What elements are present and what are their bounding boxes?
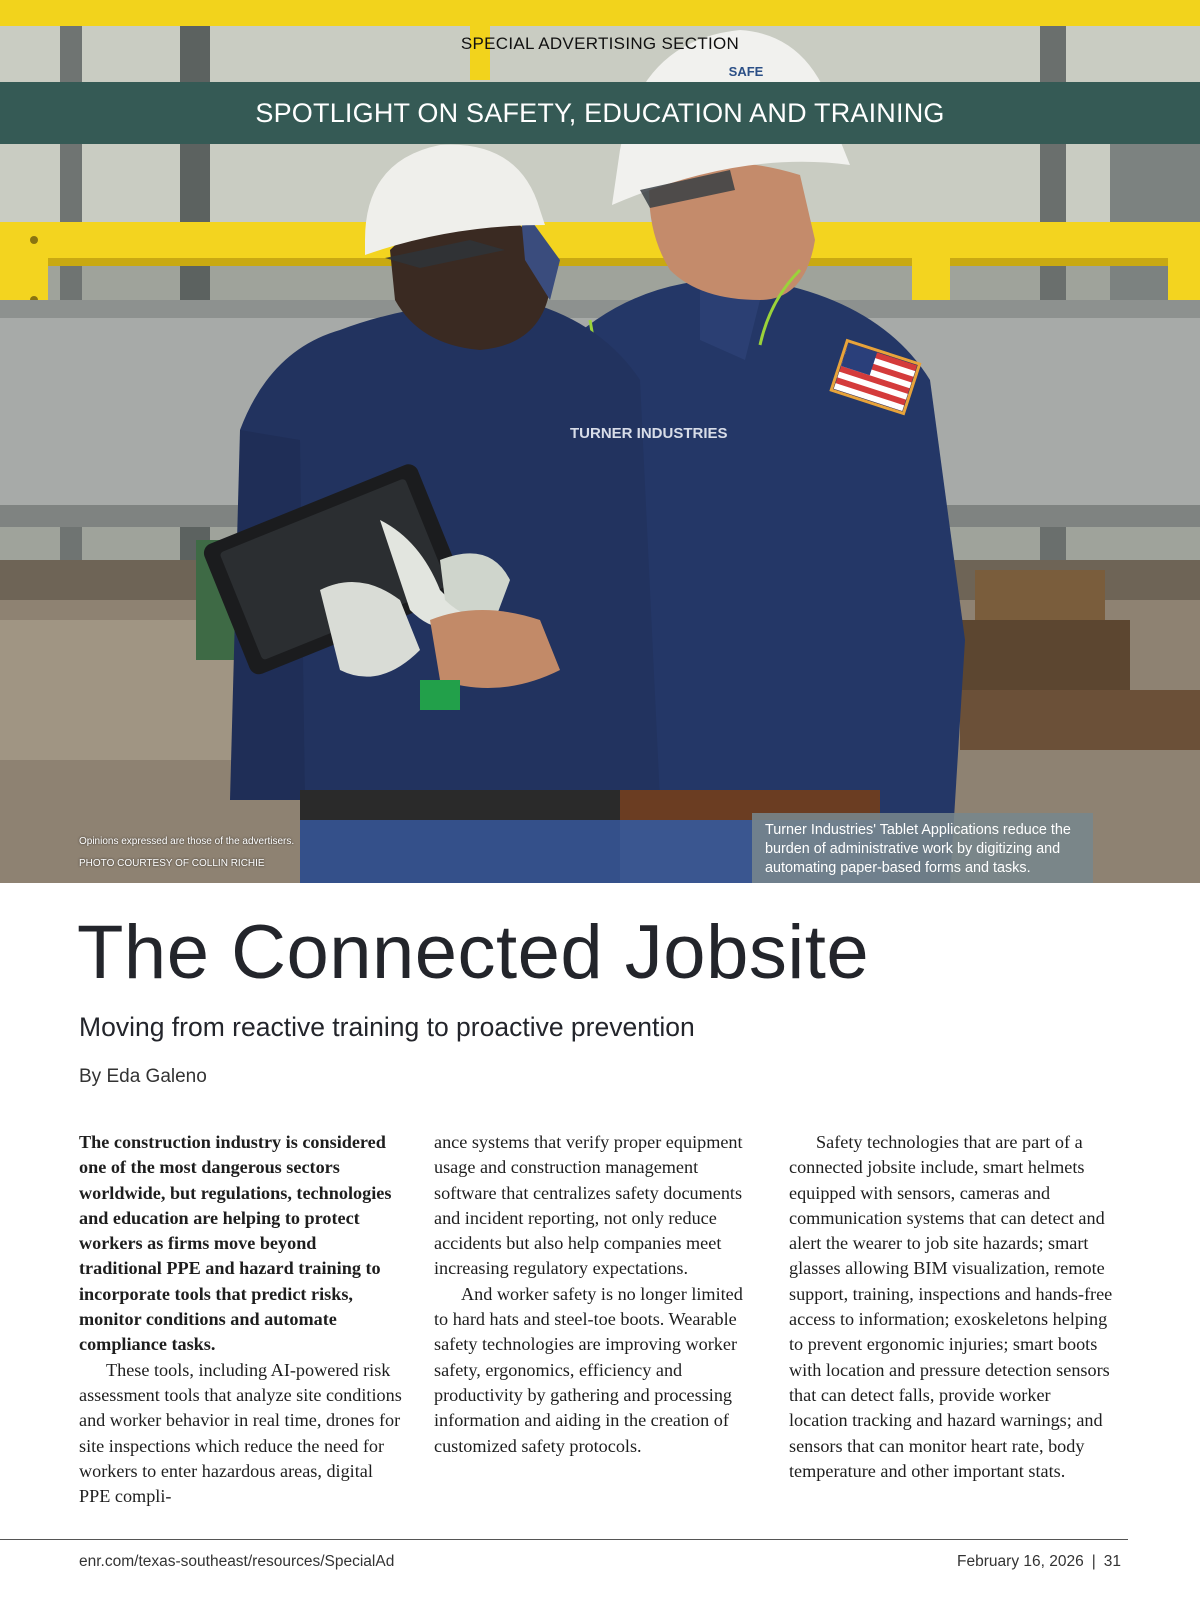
footer-rule: [0, 1539, 1128, 1540]
section-label: SPECIAL ADVERTISING SECTION: [460, 34, 740, 53]
banner-text: SPOTLIGHT ON SAFETY, EDUCATION AND TRAINING: [255, 97, 945, 128]
footer-separator: |: [1091, 1553, 1096, 1570]
shirt-logo: TURNER INDUSTRIES: [570, 425, 728, 442]
body-paragraph: These tools, including AI-powered risk assessment tools that analyze site conditions and worker behavior in real time, drones for site inspections which reduce the need for workers to enter hazardous areas, digital PPE compli-: [79, 1359, 402, 1507]
helmet-label: SAFE: [728, 64, 764, 79]
photo-caption: Turner Industries' Tablet Applications reduce the burden of administrative work by digitizing and automating paper-based forms and tasks.: [752, 813, 1093, 883]
page-number: 31: [1103, 1553, 1121, 1570]
article-byline: By Eda Galeno: [79, 1066, 207, 1087]
footer-date: February 16, 2026: [957, 1553, 1084, 1570]
section-banner: [0, 82, 1200, 144]
article-column-3: [789, 1130, 1113, 1484]
lead-paragraph: The construction industry is considered one of the most dangerous sectors worldwide, but regulations, technologies and education are helping to protect workers as firms move beyond traditional PPE and hazard training to incorporate tools that predict risks, monitor conditions and automate compliance tasks.: [79, 1132, 392, 1355]
advertiser-disclaimer: Opinions expressed are those of the advertisers.: [79, 836, 295, 847]
article-column-1: [79, 1130, 403, 1509]
footer-url[interactable]: enr.com/texas-southeast/resources/SpecialAd: [79, 1553, 395, 1570]
footer-date-page: [957, 1553, 1121, 1571]
article-column-2: [434, 1130, 758, 1459]
photo-credit: PHOTO COURTESY OF COLLIN RICHIE: [79, 858, 265, 869]
body-paragraph: Safety technologies that are part of a connected jobsite include, smart helmets equipped with sensors, cameras and communication systems that can detect and alert the wearer to job site hazards; smart glasses allowing BIM visualization, remote support, training, inspections and hands-free access to information; exoskeletons helping to prevent ergonomic injuries; smart boots with location and pressure detection sensors that can detect falls, provide worker location tracking and hazard warnings; and sensors that can monitor heart rate, body temperature and other important stats.: [789, 1132, 1113, 1481]
body-paragraph: ance systems that verify proper equipment usage and construction management software that centralizes safety documents and incident reporting, not only reduce accidents but also help companies meet increasing regulatory expectations.: [434, 1132, 743, 1279]
article-title: The Connected Jobsite: [77, 910, 870, 995]
article-subtitle: Moving from reactive training to proactive prevention: [79, 1012, 695, 1042]
body-paragraph: And worker safety is no longer limited to hard hats and steel-toe boots. Wearable safety technologies are improving worker safety, ergonomics, efficiency and productivity by gathering and processing information and aiding in the creation of customized safety protocols.: [434, 1283, 743, 1456]
